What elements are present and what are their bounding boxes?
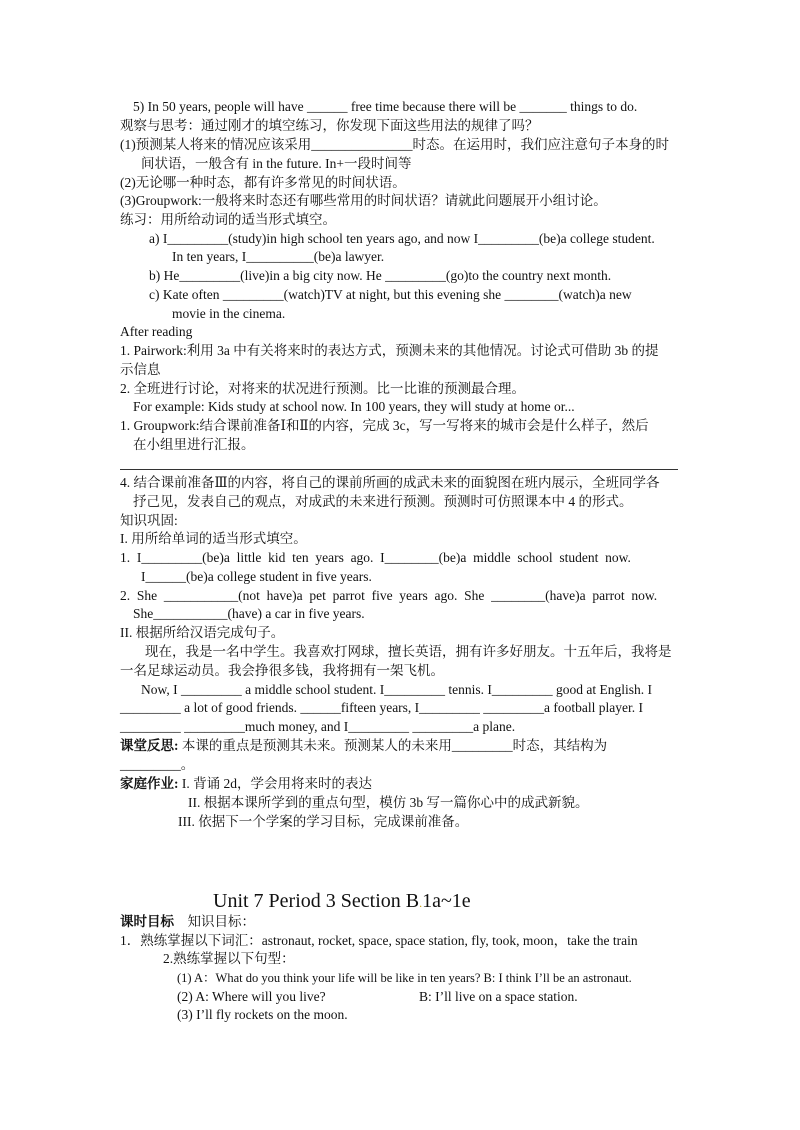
objectives-label: 课时目标: [120, 914, 174, 929]
task-4-cont: 抒己见，发表自己的观点，对成武的未来进行预测。预测时可仿照课本中 4 的形式。: [133, 494, 633, 509]
unit-title-range: 1a~1e: [422, 890, 471, 912]
fill-2-cont: She___________(have) a car in five years.: [133, 606, 365, 621]
reflection-label: 课堂反思:: [120, 738, 179, 753]
rule-1-line: (1)预测某人将来的情况应该采用_______________时态。在运用时，我们应注意句子本身的时: [120, 137, 669, 152]
rule-3-line: (3)Groupwork:一般将来时态还有哪些常用的时间状语？请就此问题展开小组讨论。: [120, 193, 607, 208]
translation-line-3: _________ _________much money, and I_________ _________a plane.: [120, 719, 516, 734]
homework-item-3: III. 依据下一个学案的学习目标，完成课前准备。: [178, 814, 469, 829]
practice-b: b) He_________(live)in a big city now. He _________(go)to the country next month.: [149, 268, 612, 283]
section-i-heading: I. 用所给单词的适当形式填空。: [120, 531, 307, 546]
task-4-line: 4. 结合课前准备Ⅲ的内容，将自己的课前所画的成武未来的面貌图在班内展示，全班同学各: [120, 475, 660, 490]
vocabulary-line: 1．熟练掌握以下词汇：astronaut, rocket, space, space station, fly, took, moon，take the train: [120, 933, 638, 948]
example-line: For example: Kids study at school now. In 100 years, they will study at home or...: [133, 399, 575, 414]
pattern-2-a: (2) A: Where will you live?: [177, 989, 326, 1004]
homework-item-2: II. 根据本课所学到的重点句型，模仿 3b 写一篇你心中的成武新貌。: [188, 795, 589, 810]
groupwork-line: 1. Groupwork:结合课前准备Ⅰ和Ⅱ的内容，完成 3c，写一写将来的城市会是什么样子，然后: [120, 418, 649, 433]
fill-1-cont: I______(be)a college student in five years.: [141, 569, 372, 584]
homework-item-1: I. 背诵 2d，学会用将来时的表达: [181, 776, 372, 791]
practice-heading: 练习：用所给动词的适当形式填空。: [120, 212, 336, 227]
practice-c: c) Kate often _________(watch)TV at night, but this evening she ________(watch)a new: [149, 287, 632, 302]
discussion-line: 2. 全班进行讨论，对将来的状况进行预测。比一比谁的预测最合理。: [120, 381, 525, 396]
fill-2-line: 2. She ___________(not have)a pet parrot five years ago. She ________(have)a parrot now.: [120, 588, 658, 603]
pattern-2: [177, 988, 578, 1006]
translation-line-2: _________ a lot of good friends. ______fifteen years, I_________ _________a football player. I: [120, 700, 644, 715]
fill-1-line: 1. I_________(be)a little kid ten years ago. I________(be)a middle school student now.: [120, 550, 631, 565]
observe-heading: 观察与思考：通过刚才的填空练习，你发现下面这些用法的规律了吗？: [120, 118, 539, 133]
reflection-text: 本课的重点是预测其未来。预测某人的未来用_________时态，其结构为: [181, 738, 608, 753]
reflection-line: [120, 737, 607, 755]
practice-a: a) I_________(study)in high school ten years ago, and now I_________(be)a college student.: [149, 231, 655, 246]
unit-title: [213, 888, 471, 916]
translation-line-1: Now, I _________ a middle school student. I_________ tennis. I_________ good at English. I: [141, 682, 652, 697]
practice-c-cont: movie in the cinema.: [172, 306, 286, 321]
pattern-3: (3) I’ll fly rockets on the moon.: [177, 1007, 348, 1022]
reflection-cont: _________。: [120, 757, 195, 772]
consolidation-heading: 知识巩固:: [120, 513, 178, 528]
pattern-1: (1) A：What do you think your life will be like in ten years? B: I think I’ll be an astronaut.: [177, 971, 632, 985]
section-ii-heading: II. 根据所给汉语完成句子。: [120, 625, 285, 640]
unit-title-dot: .: [419, 896, 423, 910]
exercise-5-line: 5) In 50 years, people will have ______ free time because there will be _______ things to do.: [133, 99, 638, 114]
chinese-passage-2: 一名足球运动员。我会挣很多钱，我将拥有一架飞机。: [120, 663, 444, 678]
unit-title-main: Unit 7 Period 3 Section B: [213, 890, 420, 912]
pattern-2-b: B: I’ll live on a space station.: [419, 989, 578, 1004]
rule-1-cont: 间状语，一般含有 in the future. In+一段时间等: [141, 156, 412, 171]
practice-a-cont: In ten years, I__________(be)a lawyer.: [172, 249, 385, 264]
pairwork-line: 1. Pairwork:利用 3a 中有关将来时的表达方式，预测未来的其他情况。讨论式可借助 3b 的提: [120, 343, 659, 358]
chinese-passage-1: 现在，我是一名中学生。我喜欢打网球，擅长英语，拥有许多好朋友。十五年后，我将是: [145, 644, 672, 659]
knowledge-objectives: 知识目标：: [187, 914, 255, 929]
after-reading-heading: After reading: [120, 324, 193, 339]
pairwork-cont: 示信息: [120, 362, 161, 377]
rule-2-line: (2)无论哪一种时态，都有许多常见的时间状语。: [120, 175, 406, 190]
groupwork-cont: 在小组里进行汇报。: [133, 437, 255, 452]
homework-label: 家庭作业:: [120, 776, 179, 791]
answer-rule-line: [120, 469, 678, 470]
sentence-patterns-heading: 2.熟练掌握以下句型：: [163, 951, 295, 966]
objectives-line: [120, 913, 255, 931]
homework-line: [120, 775, 372, 793]
